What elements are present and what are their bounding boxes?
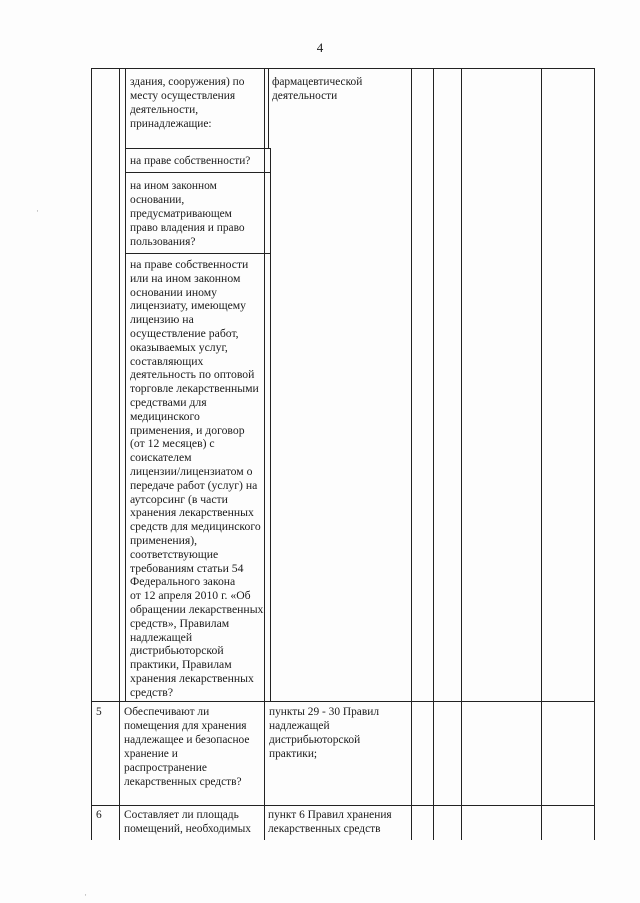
scan-speck: · <box>84 890 87 900</box>
row-number: 6 <box>96 809 102 821</box>
grid-line <box>411 68 412 840</box>
grid-line <box>541 68 542 840</box>
reference-cell: пункты 29 - 30 Правил надлежащей дистрибьюторской практики; <box>269 706 380 760</box>
grid-line <box>125 68 126 701</box>
question-cell: Обеспечивают ли помещения для хранения надлежащее и безопасное хранение и распространение лекарственных средств? <box>124 706 250 788</box>
grid-line <box>270 148 271 701</box>
grid-line <box>125 172 270 173</box>
reference-cell: фармацевтической деятельности <box>272 76 363 102</box>
grid-line <box>268 68 269 148</box>
grid-line <box>119 68 120 840</box>
question-part: здания, сооружения) по месту осуществления деятельности, принадлежащие: <box>130 76 245 130</box>
scan-speck: · <box>36 206 39 216</box>
page-number: 4 <box>316 40 324 55</box>
grid-line <box>433 68 434 840</box>
grid-line <box>461 68 462 840</box>
grid-line <box>91 68 595 69</box>
grid-line <box>91 805 595 806</box>
reference-cell: пункт 6 Правил хранения лекарственных средств <box>268 809 392 835</box>
grid-line <box>594 68 595 840</box>
question-part: на ином законном основании, предусматривающем право владения и право пользования? <box>130 180 245 248</box>
question-part: на праве собственности или на ином законном основании иному лицензиату, имеющему лицензию на осуществление работ, оказываемых услуг, составляющих деятельность по оптовой торговле лекарственными средствами для медицинского применения, и договор (от 12 месяцев) с соискателем лицензии/лицензиатом о передаче работ (услуг) на аутсорсинг (в части хранения лекарственных средств для медицинского применения), соответствующие требованиям статьи 54 Федерального закона от 12 апреля 2010 г. «Об обращении лекарственных средств», Правилам надлежащей дистрибьюторской практики, Правилам хранения лекарственных средств? <box>130 258 264 699</box>
grid-line <box>125 148 270 149</box>
grid-line <box>125 253 270 254</box>
question-cell: Составляет ли площадь помещений, необходимых <box>124 809 251 835</box>
grid-line <box>264 68 265 840</box>
grid-line <box>91 68 92 840</box>
grid-line <box>91 701 595 702</box>
row-number: 5 <box>96 706 102 718</box>
question-part: на праве собственности? <box>130 155 251 167</box>
